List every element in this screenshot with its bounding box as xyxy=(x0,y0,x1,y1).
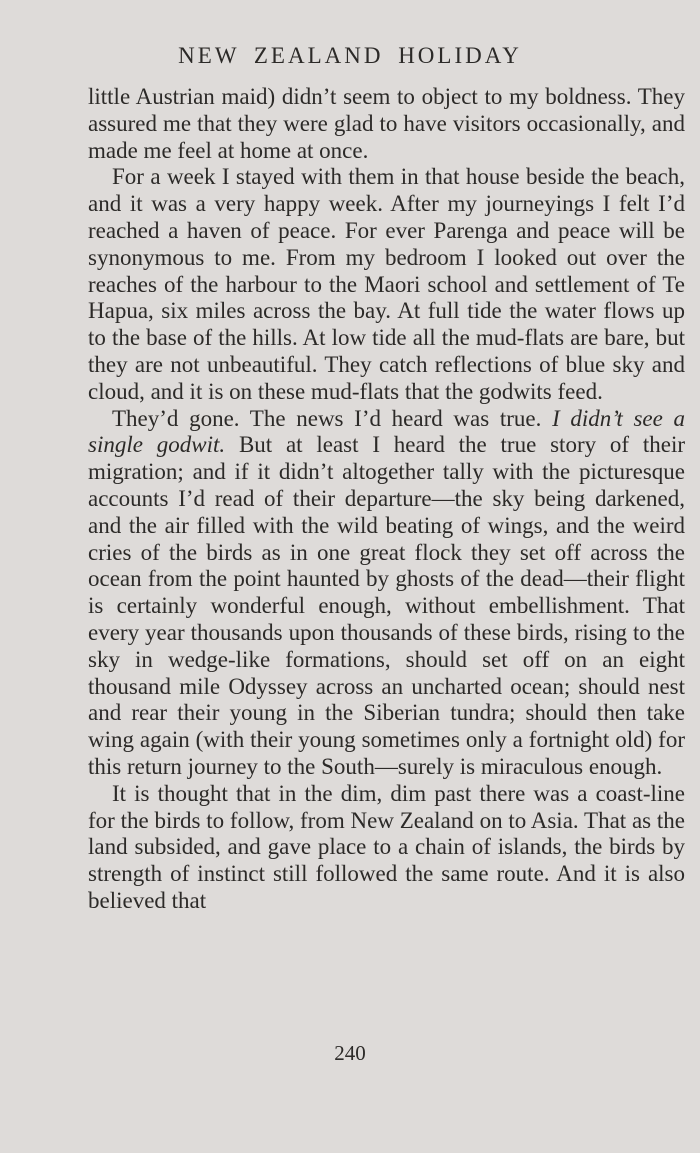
page-number: 240 xyxy=(334,1041,366,1065)
paragraph-godwits-start: They’d gone. The news I’d heard was true. xyxy=(112,405,542,431)
paragraph-parenga: For a week I stayed with them in that house beside the beach, and it was a very happy week. After my journeyings I felt I’d reached a haven of peace. For ever Parenga and peace will be synonymous to me. From my bedroom I looked out over the reaches of the harbour to the Maori school and settlement of Te Hapua, six miles across the bay. At full tide the water flows up to the base of the hills. At low tide all the mud-flats are bare, but they are not unbeautiful. They catch reflections of blue sky and cloud, and it is on these mud-flats that the godwits feed. xyxy=(88,164,685,404)
paragraph-godwits xyxy=(88,406,685,781)
running-head: NEW ZEALAND HOLIDAY xyxy=(178,43,522,68)
paragraph-godwits-italic: I didn’t see a single godwit. xyxy=(88,405,685,458)
paragraph-continuation: little Austrian maid) didn’t seem to object to my boldness. They assured me that they were glad to have visitors occasionally, and made me feel at home at once. xyxy=(88,84,685,163)
paragraph-migration-route: It is thought that in the dim, dim past there was a coast-line for the birds to follow, from New Zealand on to Asia. That as the land subsided, and gave place to a chain of islands, the birds by strength of instinct still followed the same route. And it is also believed that xyxy=(88,780,685,913)
body-text xyxy=(88,84,685,915)
paragraph-godwits-rest: But at least I heard the true story of their migration; and if it didn’t altogether tally with the picturesque accounts I’d read of their departure—the sky being darkened, and the air filled with the wild beating of wings, and the weird cries of the birds as in one great flock they set off across the ocean from the point haunted by ghosts of the dead—their flight is certainly wonderful enough, without embellishment. That every year thousands upon thousands of these birds, rising to the sky in wedge-like formations, should set off on an eight thousand mile Odyssey across an uncharted ocean; should nest and rear their young in the Siberian tundra; should then take wing again (with their young sometimes only a fortnight old) for this return journey to the South—surely is miraculous enough. xyxy=(88,432,686,779)
